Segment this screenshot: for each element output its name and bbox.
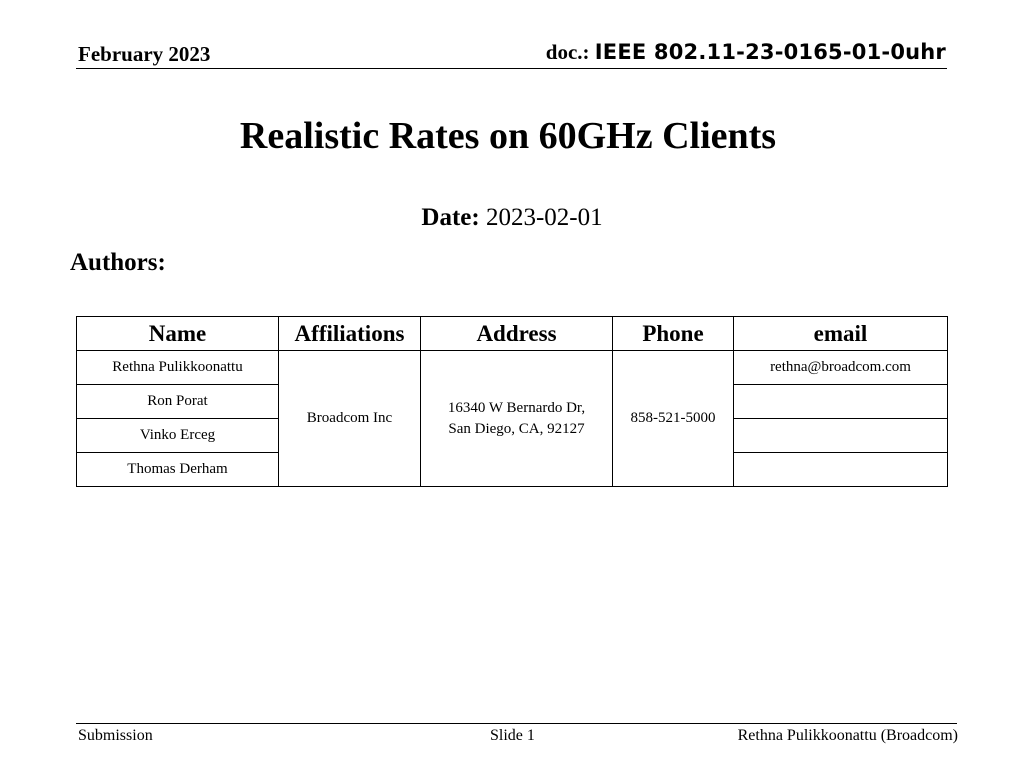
author-email: rethna@broadcom.com <box>734 351 948 385</box>
author-email <box>734 419 948 453</box>
footer-submission: Submission <box>78 727 153 744</box>
authors-heading: Authors: <box>70 249 166 276</box>
table-header-row <box>77 317 948 351</box>
column-header-address: Address <box>421 317 613 351</box>
doc-number: IEEE 802.11-23-0165-01-0uhr <box>594 40 946 64</box>
column-header-affiliations: Affiliations <box>279 317 421 351</box>
author-name: Vinko Erceg <box>77 419 279 453</box>
footer-author: Rethna Pulikkoonattu (Broadcom) <box>737 727 958 744</box>
author-name: Thomas Derham <box>77 453 279 487</box>
slide-title: Realistic Rates on 60GHz Clients <box>239 115 777 157</box>
address-line-1: 16340 W Bernardo Dr, <box>447 399 586 416</box>
header-doc-id <box>546 40 946 65</box>
table-row <box>77 351 948 385</box>
author-name: Rethna Pulikkoonattu <box>77 351 279 385</box>
date-line <box>0 204 1024 232</box>
author-name: Ron Porat <box>77 385 279 419</box>
author-phone: 858-521-5000 <box>613 351 734 487</box>
date-label: Date: <box>421 204 480 231</box>
authors-table <box>76 316 948 487</box>
footer-divider <box>76 723 957 724</box>
author-affiliation: Broadcom Inc <box>279 351 421 487</box>
column-header-email: email <box>734 317 948 351</box>
footer-slide-number: Slide 1 <box>490 727 535 744</box>
doc-label: doc.: <box>545 40 590 64</box>
author-email <box>734 385 948 419</box>
header-divider <box>76 68 947 69</box>
author-email <box>734 453 948 487</box>
address-line-2: San Diego, CA, 92127 <box>448 420 585 437</box>
header-date: February 2023 <box>78 42 211 66</box>
date-value: 2023-02-01 <box>485 204 603 231</box>
column-header-name: Name <box>77 317 279 351</box>
column-header-phone: Phone <box>613 317 734 351</box>
author-address <box>421 351 613 487</box>
